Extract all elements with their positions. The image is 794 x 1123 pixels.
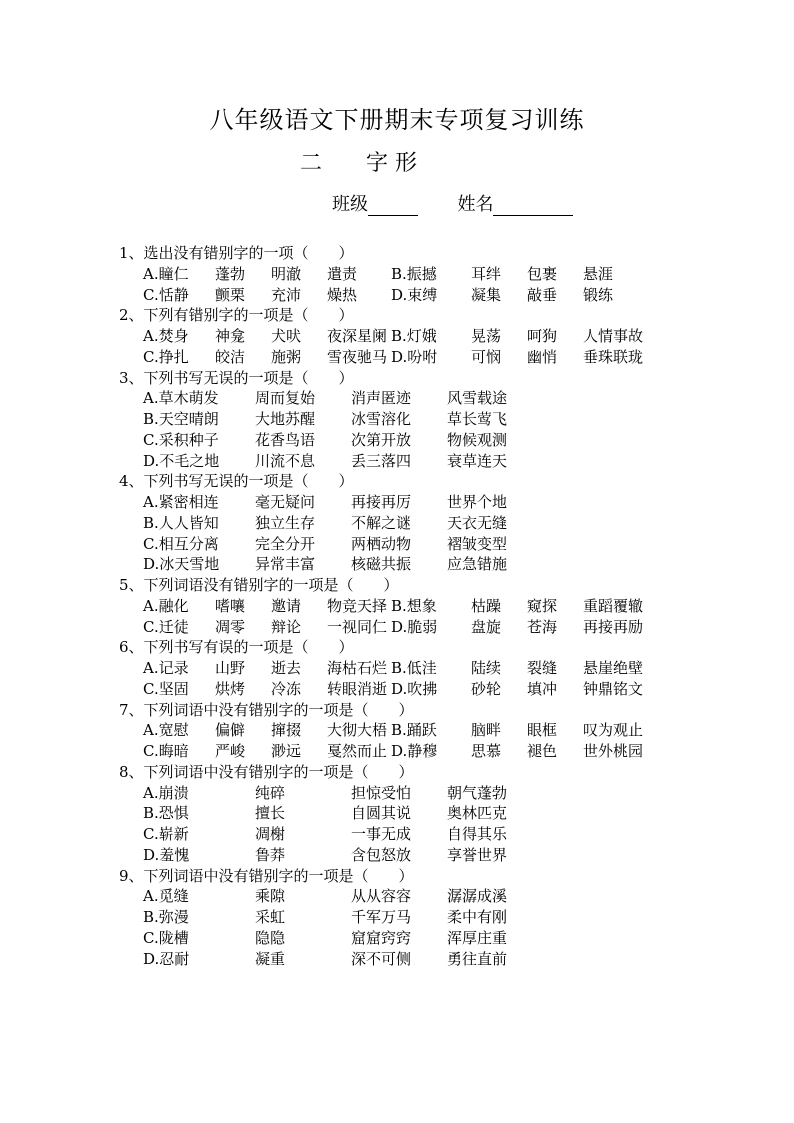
option-term: 冷冻 <box>271 679 302 698</box>
option-term-labeled: A.瞳仁 <box>143 264 189 283</box>
option-term: 独立生存 <box>255 513 316 532</box>
option-term: 砂轮 <box>471 679 502 698</box>
option-row <box>119 845 739 866</box>
page-subtitle: 二 字 形 <box>300 151 417 176</box>
option-row <box>119 949 739 970</box>
option-term: 草长莺飞 <box>447 410 508 428</box>
option-term: 耳绊 <box>471 264 502 283</box>
option-term: 勇往直前 <box>447 949 508 968</box>
option-term: 燥热 <box>327 285 358 304</box>
question-stem: 5、下列词语没有错别字的一项是（ ） <box>119 576 399 594</box>
option-row <box>119 451 739 472</box>
option-row <box>119 907 739 928</box>
option-term-labeled: C.挣扎 <box>143 347 189 366</box>
student-info-line <box>332 190 573 216</box>
option-term: 严峻 <box>215 742 246 760</box>
option-term-labeled: A.崩溃 <box>143 783 189 802</box>
option-term: 担惊受怕 <box>351 783 412 802</box>
option-term: 周而复始 <box>255 389 316 408</box>
option-term: 枯躁 <box>471 596 502 615</box>
option-term: 充沛 <box>271 285 302 304</box>
option-term-labeled: B.恐惧 <box>143 804 189 823</box>
option-term: 再接再励 <box>583 617 644 636</box>
option-term: 花香鸟语 <box>255 430 316 449</box>
option-term-labeled: D.冰天雪地 <box>143 555 220 574</box>
option-term: 辩论 <box>271 617 302 636</box>
option-term: 蓬勃 <box>215 264 246 283</box>
option-term: 悬崖绝壁 <box>583 659 644 677</box>
class-blank[interactable] <box>368 197 418 216</box>
option-row <box>119 492 739 513</box>
option-term-labeled: A.觅缝 <box>143 887 189 906</box>
option-term: 大地苏醒 <box>255 410 316 428</box>
option-term: 享誉世界 <box>447 845 508 864</box>
option-term-labeled: C.迁徒 <box>143 617 189 636</box>
option-term: 柔中有刚 <box>447 908 508 926</box>
option-term-labeled: D.静穆 <box>391 742 438 760</box>
option-row <box>119 409 739 430</box>
option-term: 敲垂 <box>527 285 558 304</box>
class-label: 班级 <box>332 194 368 215</box>
page-title: 八年级语文下册期末专项复习训练 <box>209 106 585 134</box>
option-term-labeled: B.低洼 <box>391 659 437 677</box>
option-term-labeled: C.恬静 <box>143 285 189 304</box>
option-term: 思慕 <box>471 742 502 760</box>
option-term-labeled: D.脆弱 <box>391 617 438 636</box>
option-term: 颤栗 <box>215 285 246 304</box>
option-term-labeled: C.坚固 <box>143 679 189 698</box>
option-term: 凝重 <box>255 949 286 968</box>
option-term-labeled: B.想象 <box>391 596 437 615</box>
option-term: 窟窟窍窍 <box>351 928 412 947</box>
option-term: 不解之谜 <box>351 513 412 532</box>
option-term: 偏僻 <box>215 721 246 740</box>
option-term: 天衣无缝 <box>447 513 508 532</box>
option-term: 包裹 <box>527 264 558 283</box>
option-term-labeled: C.相互分离 <box>143 534 219 553</box>
question-stem: 1、选出没有错别字的一项（ ） <box>119 244 354 262</box>
option-term: 戛然而止 <box>327 742 388 760</box>
option-term: 苍海 <box>527 617 558 636</box>
option-term: 奥林匹克 <box>447 804 508 823</box>
option-term: 盘旋 <box>471 617 502 636</box>
option-term: 千军万马 <box>351 908 412 926</box>
option-term: 消声匿迹 <box>351 389 412 408</box>
option-row <box>119 554 739 575</box>
option-term: 褶皱变型 <box>447 534 508 553</box>
option-term: 垂珠联珑 <box>583 347 644 366</box>
option-term: 两栖动物 <box>351 534 412 553</box>
option-term: 朝气蓬勃 <box>447 783 508 802</box>
option-term: 呵狗 <box>527 327 558 345</box>
option-term-labeled: A.焚身 <box>143 327 189 345</box>
option-row <box>119 617 739 638</box>
option-row <box>119 886 739 907</box>
option-term: 可悯 <box>471 347 502 366</box>
option-term-labeled: D.束缚 <box>391 285 438 304</box>
option-row <box>119 347 739 368</box>
option-term-labeled: D.忍耐 <box>143 949 190 968</box>
option-term: 衰草连天 <box>447 451 508 470</box>
option-row <box>119 264 739 285</box>
question-stem: 9、下列词语中没有错别字的一项是（ ） <box>119 866 414 885</box>
option-term: 擅长 <box>255 804 286 823</box>
option-row <box>119 326 739 347</box>
option-term: 物候观测 <box>447 430 508 449</box>
option-row <box>119 824 739 845</box>
option-term-labeled: B.踊跃 <box>391 721 437 740</box>
option-term: 钟鼎铭文 <box>583 679 644 698</box>
option-term: 自得其乐 <box>447 825 508 843</box>
option-row <box>119 783 739 804</box>
option-term-labeled: C.晦暗 <box>143 742 189 760</box>
name-blank[interactable] <box>493 197 573 216</box>
option-term: 窥探 <box>527 596 558 615</box>
option-term: 嗜嚷 <box>215 596 246 615</box>
option-term: 一事无成 <box>351 825 412 843</box>
option-term: 施粥 <box>271 347 302 366</box>
option-term: 再接再厉 <box>351 493 412 511</box>
option-term: 裂缝 <box>527 659 558 677</box>
option-term-labeled: A.草木萌发 <box>143 389 219 408</box>
option-term: 应急错施 <box>447 555 508 574</box>
option-term: 丢三落四 <box>351 451 412 470</box>
option-term: 遣责 <box>327 264 358 283</box>
question-stem: 3、下列书写无误的一项是（ ） <box>119 368 354 387</box>
question-stem: 8、下列词语中没有错别字的一项是（ ） <box>119 762 414 781</box>
option-term: 凋零 <box>215 617 246 636</box>
option-term-labeled: A.融化 <box>143 596 189 615</box>
option-row <box>119 534 739 555</box>
option-term: 悬涯 <box>583 264 614 283</box>
name-label: 姓名 <box>457 194 494 215</box>
option-term: 脑畔 <box>471 721 502 740</box>
option-term: 异常丰富 <box>255 555 316 574</box>
option-term: 风雪载途 <box>447 389 508 408</box>
option-row <box>119 388 739 409</box>
option-term: 毫无疑问 <box>255 493 316 511</box>
option-row <box>119 658 739 679</box>
option-term: 潺潺成溪 <box>447 887 508 906</box>
option-term: 锻练 <box>583 285 614 304</box>
question-list <box>119 243 739 969</box>
option-row <box>119 513 739 534</box>
question-stem: 2、下列有错别字的一项是（ ） <box>119 306 354 325</box>
option-term-labeled: B.灯娥 <box>391 327 437 345</box>
option-term: 纯碎 <box>255 783 286 802</box>
option-term: 凝集 <box>471 285 502 304</box>
option-term-labeled: B.人人皆知 <box>143 513 219 532</box>
option-term: 雪夜驰马 <box>327 347 388 366</box>
option-term: 次第开放 <box>351 430 412 449</box>
option-term: 自圆其说 <box>351 804 412 823</box>
option-term: 填冲 <box>527 679 558 698</box>
option-term: 转眼消逝 <box>327 679 388 698</box>
option-term-labeled: B.振撼 <box>391 264 437 283</box>
option-term: 犬吠 <box>271 327 302 345</box>
question-stem: 6、下列书写有误的一项是（ ） <box>119 638 354 657</box>
option-term: 大彻大梧 <box>327 721 388 740</box>
option-term: 人情事故 <box>583 327 644 345</box>
option-term: 山野 <box>215 659 246 677</box>
option-row <box>119 285 739 306</box>
option-term: 海枯石烂 <box>327 659 388 677</box>
option-term-labeled: D.羞愧 <box>143 845 190 864</box>
option-term: 皎洁 <box>215 347 246 366</box>
option-row <box>119 679 739 700</box>
option-term-labeled: B.弥漫 <box>143 908 189 926</box>
option-row <box>119 928 739 949</box>
option-term-labeled: A.紧密相连 <box>143 493 219 511</box>
option-term: 冰雪溶化 <box>351 410 412 428</box>
option-term: 晃荡 <box>471 327 502 345</box>
option-term-labeled: D.不毛之地 <box>143 451 220 470</box>
option-term: 明澈 <box>271 264 302 283</box>
option-term: 世外桃园 <box>583 742 644 760</box>
option-term: 邀请 <box>271 596 302 615</box>
option-term: 逝去 <box>271 659 302 677</box>
option-term-labeled: D.吹拂 <box>391 679 438 698</box>
option-row <box>119 803 739 824</box>
option-term: 褪色 <box>527 742 558 760</box>
question-stem: 4、下列书写无误的一项是（ ） <box>119 472 354 491</box>
option-term: 物竞天择 <box>327 596 388 615</box>
option-term: 乘隙 <box>255 887 286 906</box>
option-term-labeled: C.崭新 <box>143 825 189 843</box>
option-term: 深不可侧 <box>351 949 412 968</box>
option-term: 含包怒放 <box>351 845 412 864</box>
option-term: 撺掇 <box>271 721 302 740</box>
option-term: 叹为观止 <box>583 721 644 740</box>
option-term: 渺远 <box>271 742 302 760</box>
option-term: 烘烤 <box>215 679 246 698</box>
option-term-labeled: C.采积种子 <box>143 430 219 449</box>
option-term: 核磁共振 <box>351 555 412 574</box>
option-term: 重蹈覆辙 <box>583 596 644 615</box>
option-row <box>119 741 739 762</box>
option-term-labeled: A.记录 <box>143 659 189 677</box>
option-term: 眼框 <box>527 721 558 740</box>
option-row <box>119 720 739 741</box>
option-term: 陆续 <box>471 659 502 677</box>
option-term-labeled: D.吩咐 <box>391 347 438 366</box>
option-term: 神龛 <box>215 327 246 345</box>
option-term: 幽悄 <box>527 347 558 366</box>
option-term: 一视同仁 <box>327 617 388 636</box>
option-term-labeled: C.陇槽 <box>143 928 189 947</box>
option-term-labeled: B.天空晴朗 <box>143 410 219 428</box>
option-term: 浑厚庄重 <box>447 928 508 947</box>
option-term: 凋榭 <box>255 825 286 843</box>
option-term: 川流不息 <box>255 451 316 470</box>
option-term: 隐隐 <box>255 928 286 947</box>
option-row <box>119 596 739 617</box>
option-term: 从从容容 <box>351 887 412 906</box>
option-term: 采虹 <box>255 908 286 926</box>
question-stem: 7、下列词语中没有错别字的一项是（ ） <box>119 700 414 719</box>
option-term: 完全分开 <box>255 534 316 553</box>
option-term: 世界个地 <box>447 493 508 511</box>
option-term: 鲁莽 <box>255 845 286 864</box>
option-term-labeled: A.宽慰 <box>143 721 189 740</box>
option-term: 夜深星阑 <box>327 327 388 345</box>
option-row <box>119 430 739 451</box>
